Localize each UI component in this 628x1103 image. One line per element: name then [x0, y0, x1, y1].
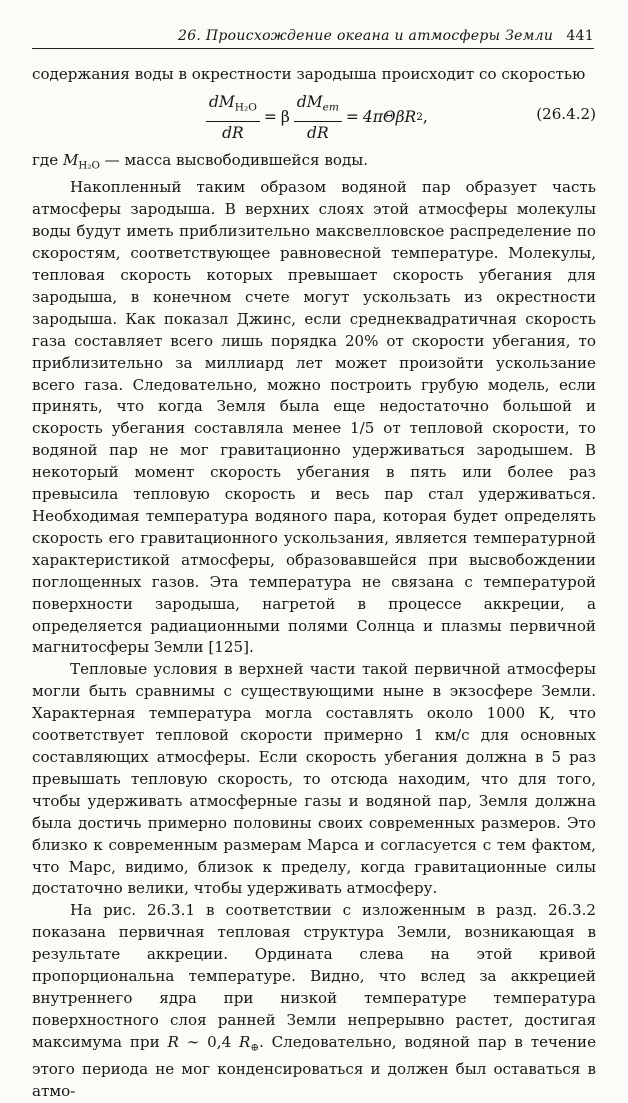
running-header [32, 26, 594, 49]
equation-26-4-2 [32, 86, 596, 150]
eq-sub-em: em [322, 101, 339, 114]
running-header-title: 26. Происхождение океана и атмосферы Земли [178, 28, 554, 44]
paragraph-1: Накопленный таким образом водяной пар образует часть атмосферы зародыша. В верхних слоях этой атмосферы молекулы воды будут иметь приблизительно максвелловское распределение по скоростям, соответствующее равновесной температуре. Молекулы, тепловая скорость которых превышает скорость убегания для зародыша, в конечном счете могут ускользать из окрестности зародыша. Как показал Джинс, если среднеквадратичная скорость газа составляет всего лишь порядка 20% от скорости убегания, то приблизительно за миллиард лет может произойти ускользание всего газа. Следовательно, можно построить грубую модель, если принять, что когда Земля была еще недостаточно большой и скорость убегания составляла менее 1/5 от тепловой скорости, то водяной пар не мог гравитационно удерживаться зародышем. В некоторый момент скорость убегания в пять или более раз превысила тепловую скорость и весь пар стал удерживаться. Необходимая температура водяного пара, которая будет определять скорость его гравитационного ускользания, является температурной характеристикой атмосферы, образовавшейся при высвобождении поглощенных газов. Эта температура не связана с температурой поверхности зародыша, нагретой в процессе аккреции, а определяется радиационными полями Солнца и плазмы первичной магнитосферы Земли [125]. [32, 178, 596, 657]
paragraph-3-part-2: . Следовательно, водяной пар в течение этого периода не мог конденсироваться и должен был оставаться в атмо- [32, 1032, 597, 1101]
where-symbol-sub: H₂O [78, 159, 100, 172]
equation-number: (26.4.2) [536, 104, 596, 123]
paragraph-3 [32, 900, 596, 1103]
where-symbol: M [62, 150, 79, 169]
continuation-line: содержания воды в окрестности зародыша происходит со скоростью [32, 65, 586, 83]
eq-dR-2: dR [307, 123, 329, 142]
approx-value: ∼ 0,4 [178, 1032, 240, 1051]
eq-dM: dM [209, 92, 235, 111]
where-suffix: — масса высвободившейся воды. [99, 150, 369, 169]
paragraph-3-part-1: На рис. 26.3.1 в соответствии с изложенным в разд. 26.3.2 показана первичная тепловая структура Земли, возникающая в результате аккреции. Ордината слева на этой кривой пропорциональна температуре. Видно, что вслед за аккрецией внутреннего ядра при низкой температуре температура поверхностного слоя ранней Земли непрерывно растет, достигая максимума при [32, 901, 596, 1051]
where-prefix: где [32, 150, 63, 169]
eq-comma: , [422, 108, 428, 127]
eq-dM-em: dM [296, 92, 323, 111]
page-number: 441 [566, 28, 594, 44]
fraction-dM-em-dR [294, 92, 342, 145]
earth-symbol: ⊕ [250, 1041, 259, 1054]
body-text [32, 64, 596, 1103]
eq-equals-2: = [345, 108, 359, 127]
eq-sub-h2o: H₂O [234, 101, 257, 114]
equation-body [202, 92, 428, 145]
paragraph-2: Тепловые условия в верхней части такой первичной атмосферы могли быть сравнимы с существующими ныне в экзосфере Земли. Характерная температура могла составлять около 1000 К, что соответствует тепловой скорости примерно 1 км/с для основных составляющих атмосферы. Если скорость убегания должна в 5 раз превышать тепловую скорость, то отсюда находим, что для того, чтобы удерживать атмосферные газы и водяной пар, Земля должна была достичь примерно половины своих современных размеров. Это близко к современным размерам Марса и согласуется с тем фактом, что Марс, видимо, близок к пределу, когда гравитационные силы достаточно велики, чтобы удерживать атмосферу. [32, 660, 596, 898]
eq-rhs: 4πΘβR [362, 108, 417, 127]
symbol-R-earth: R [239, 1032, 251, 1051]
where-line [32, 150, 596, 178]
eq-dR: dR [222, 123, 244, 142]
fraction-dM-H2O-dR [206, 92, 260, 145]
eq-rhs-sup: 2 [416, 111, 423, 124]
eq-beta: β [280, 108, 290, 127]
eq-equals-1: = [263, 108, 277, 127]
symbol-R: R [167, 1032, 179, 1051]
